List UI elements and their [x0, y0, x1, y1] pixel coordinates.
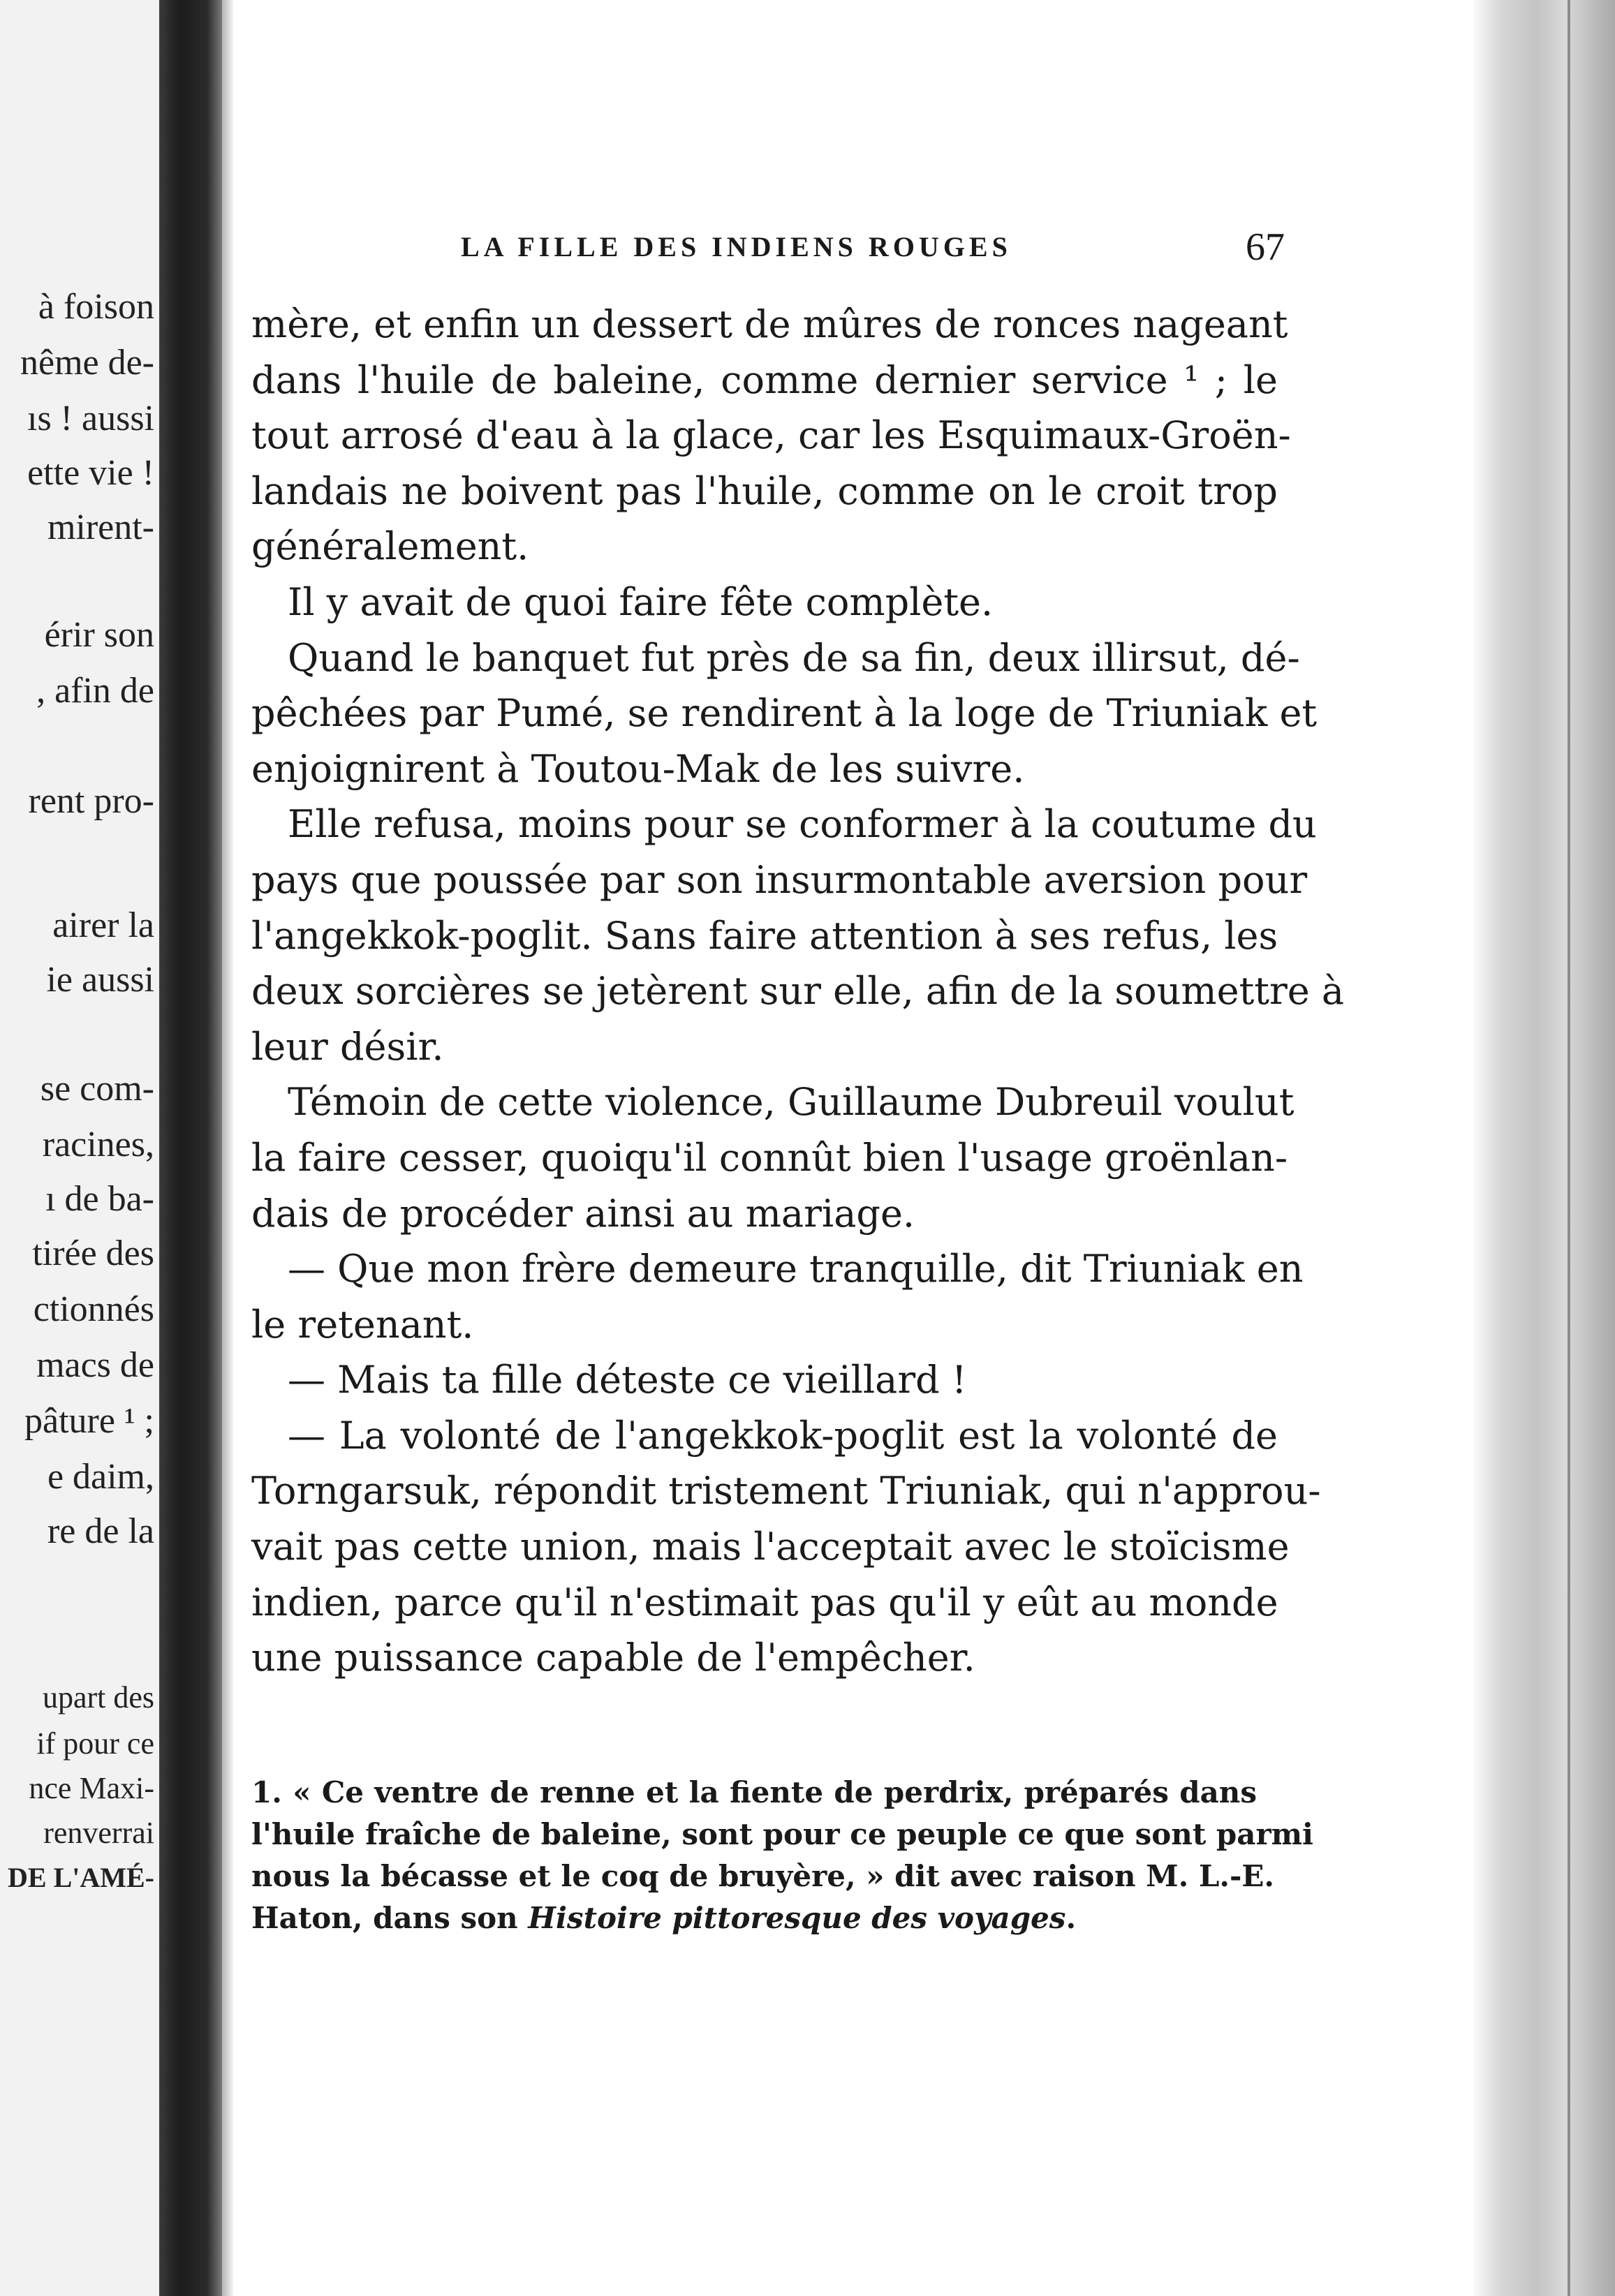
footnote-book-title: Histoire pittoresque des voyages: [528, 1901, 1066, 1935]
footnote-text: .: [1065, 1901, 1077, 1935]
body-line: dans l'huile de baleine, comme dernier service ¹ ; le: [251, 357, 1278, 402]
body-line: — Mais ta fille déteste ce vieillard !: [288, 1358, 967, 1402]
body-line: Il y avait de quoi faire fête complète.: [288, 579, 994, 624]
left-page-line: renverrai: [43, 1816, 154, 1850]
body-line: dais de procéder ainsi au mariage.: [251, 1191, 915, 1236]
gutter-edge: [222, 0, 233, 2296]
left-page-line: nce Maxi-: [29, 1771, 154, 1805]
body-line: Torngarsuk, répondit tristement Triuniak, qui n'approu-: [251, 1469, 1321, 1513]
left-page-line: airer la: [52, 905, 154, 945]
left-page-line: DE L'AMÉ-: [8, 1862, 154, 1893]
footnote-line: [251, 1897, 1257, 1939]
footnote: [251, 1772, 1313, 1939]
body-line: Quand le banquet fut près de sa fin, deux illirsut, dé-: [288, 635, 1300, 680]
left-page-line: e daim,: [47, 1457, 154, 1497]
body-line: une puissance capable de l'empêcher.: [251, 1636, 975, 1680]
body-line: l'angekkok-poglit. Sans faire attention à ses refus, les: [251, 913, 1278, 958]
body-line: leur désir.: [251, 1024, 444, 1069]
page-number: 67: [1246, 225, 1285, 269]
body-line: pêchées par Pumé, se rendirent à la loge de Triuniak et: [251, 691, 1318, 736]
page-edge-shadow: [1473, 0, 1615, 2296]
left-page-line: racines,: [42, 1125, 154, 1164]
left-page-line: ıs ! aussi: [27, 399, 154, 438]
left-page-line: mirent-: [47, 508, 154, 547]
footnote-line: 1. « Ce ventre de renne et la fiente de perdrix, préparés dans: [251, 1775, 1257, 1809]
left-page-line: ie aussi: [46, 960, 154, 1000]
body-line: deux sorcières se jetèrent sur elle, afin de la soumettre à: [251, 969, 1345, 1014]
left-page-line: upart des: [42, 1680, 154, 1714]
body-line: pays que poussée par son insurmontable aversion pour: [251, 857, 1308, 902]
left-facing-page: [0, 0, 164, 2296]
body-line: vait pas cette union, mais l'acceptait avec le stoïcisme: [251, 1525, 1290, 1569]
body-text: [251, 297, 1345, 1686]
left-page-line: ette vie !: [27, 453, 154, 493]
left-page-line: érir son: [44, 615, 154, 655]
footnote-line: l'huile fraîche de baleine, sont pour ce peuple ce que sont parmi: [251, 1817, 1313, 1851]
body-line: — La volonté de l'angekkok-poglit est la volonté de: [288, 1413, 1278, 1458]
left-page-line: , afin de: [36, 671, 154, 711]
body-line: Elle refusa, moins pour se conformer à la coutume du: [288, 802, 1317, 847]
body-line: généralement.: [251, 524, 529, 569]
page-header: [461, 225, 1285, 272]
body-line: enjoignirent à Toutou-Mak de les suivre.: [251, 746, 1025, 791]
left-page-line: à foison: [38, 287, 154, 327]
footnote-line: nous la bécasse et le coq de bruyère, » dit avec raison M. L.-E.: [251, 1859, 1275, 1893]
running-head: LA FILLE DES INDIENS ROUGES: [461, 231, 1012, 262]
body-line: mère, et enfin un dessert de mûres de ronces nageant: [251, 302, 1288, 346]
body-line: le retenant.: [251, 1302, 474, 1347]
body-line: indien, parce qu'il n'estimait pas qu'il y eût au monde: [251, 1580, 1278, 1624]
body-line: — Que mon frère demeure tranquille, dit Triuniak en: [288, 1247, 1304, 1291]
left-page-line: ı de ba-: [45, 1179, 154, 1219]
left-page-line: nême de-: [20, 343, 154, 383]
left-page-line: if pour ce: [36, 1726, 154, 1761]
left-page-line: rent pro-: [28, 781, 154, 821]
left-page-line: ctionnés: [33, 1289, 154, 1329]
book-gutter: [159, 0, 228, 2296]
left-page-line: se com-: [40, 1069, 154, 1109]
footnote-text: Haton, dans son: [251, 1901, 529, 1935]
left-page-line: pâture ¹ ;: [24, 1401, 154, 1441]
left-page-line: re de la: [47, 1511, 154, 1551]
body-line: landais ne boivent pas l'huile, comme on le croit trop: [251, 468, 1278, 513]
page-edge-line: [1568, 0, 1570, 2296]
body-line: tout arrosé d'eau à la glace, car les Esquimaux-Groën-: [251, 413, 1291, 458]
body-line: la faire cesser, quoiqu'il connût bien l'usage groënlan-: [251, 1135, 1288, 1180]
left-page-line: tirée des: [32, 1234, 154, 1273]
body-line: Témoin de cette violence, Guillaume Dubreuil voulut: [288, 1080, 1295, 1125]
left-page-line: macs de: [36, 1345, 154, 1385]
right-page: [251, 0, 1345, 2296]
